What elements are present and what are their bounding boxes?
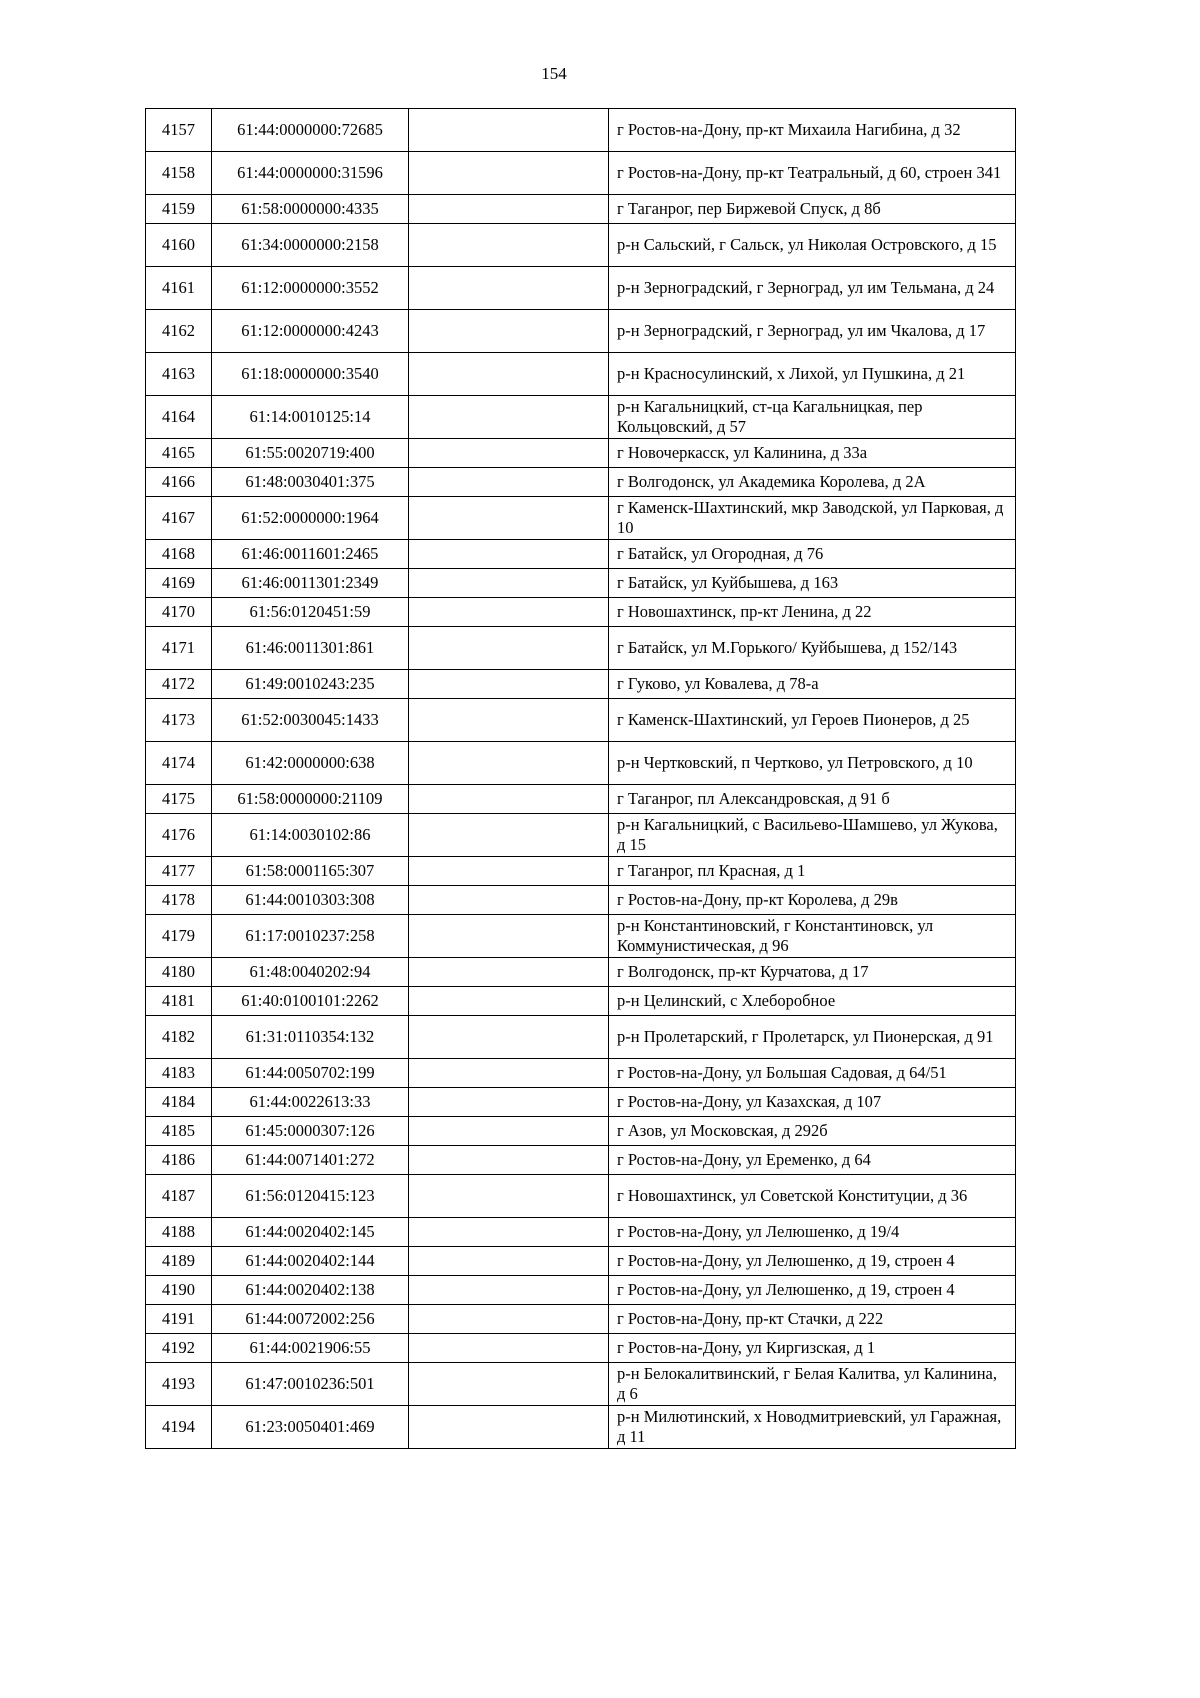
address-cell: г Ростов-на-Дону, ул Киргизская, д 1 [609, 1334, 1016, 1363]
empty-cell [409, 396, 609, 439]
address-cell: р-н Кагальницкий, с Васильево-Шамшево, ул Жукова, д 15 [609, 814, 1016, 857]
empty-cell [409, 152, 609, 195]
empty-cell [409, 627, 609, 670]
table-row [146, 627, 1016, 670]
table-row [146, 785, 1016, 814]
empty-cell [409, 569, 609, 598]
address-cell: г Таганрог, пл Красная, д 1 [609, 857, 1016, 886]
empty-cell [409, 1406, 609, 1449]
row-number-cell: 4177 [146, 857, 212, 886]
address-cell: р-н Сальский, г Сальск, ул Николая Островского, д 15 [609, 224, 1016, 267]
row-number-cell: 4187 [146, 1175, 212, 1218]
table-row [146, 310, 1016, 353]
cadastral-number-cell: 61:44:0072002:256 [212, 1305, 409, 1334]
row-number-cell: 4167 [146, 497, 212, 540]
empty-cell [409, 310, 609, 353]
cadastral-number-cell: 61:55:0020719:400 [212, 439, 409, 468]
address-cell: г Каменск-Шахтинский, ул Героев Пионеров, д 25 [609, 699, 1016, 742]
cadastral-number-cell: 61:48:0040202:94 [212, 958, 409, 987]
row-number-cell: 4190 [146, 1276, 212, 1305]
address-cell: г Ростов-на-Дону, пр-кт Михаила Нагибина, д 32 [609, 109, 1016, 152]
table-row [146, 1146, 1016, 1175]
empty-cell [409, 195, 609, 224]
row-number-cell: 4168 [146, 540, 212, 569]
address-cell: г Ростов-на-Дону, ул Казахская, д 107 [609, 1088, 1016, 1117]
cadastral-number-cell: 61:56:0120415:123 [212, 1175, 409, 1218]
empty-cell [409, 468, 609, 497]
address-cell: г Ростов-на-Дону, ул Еременко, д 64 [609, 1146, 1016, 1175]
table-row [146, 958, 1016, 987]
cadastral-number-cell: 61:44:0000000:31596 [212, 152, 409, 195]
table-row [146, 1276, 1016, 1305]
row-number-cell: 4160 [146, 224, 212, 267]
empty-cell [409, 1276, 609, 1305]
empty-cell [409, 1117, 609, 1146]
cadastral-number-cell: 61:52:0030045:1433 [212, 699, 409, 742]
table-row [146, 987, 1016, 1016]
table-row [146, 742, 1016, 785]
empty-cell [409, 224, 609, 267]
row-number-cell: 4182 [146, 1016, 212, 1059]
address-cell: г Ростов-на-Дону, ул Лелюшенко, д 19, строен 4 [609, 1247, 1016, 1276]
table-row [146, 540, 1016, 569]
address-cell: г Таганрог, пер Биржевой Спуск, д 8б [609, 195, 1016, 224]
row-number-cell: 4165 [146, 439, 212, 468]
address-cell: г Новошахтинск, пр-кт Ленина, д 22 [609, 598, 1016, 627]
address-cell: р-н Константиновский, г Константиновск, ул Коммунистическая, д 96 [609, 915, 1016, 958]
row-number-cell: 4174 [146, 742, 212, 785]
row-number-cell: 4170 [146, 598, 212, 627]
empty-cell [409, 353, 609, 396]
row-number-cell: 4157 [146, 109, 212, 152]
empty-cell [409, 267, 609, 310]
table-row [146, 886, 1016, 915]
table-row [146, 1175, 1016, 1218]
address-cell: г Волгодонск, пр-кт Курчатова, д 17 [609, 958, 1016, 987]
empty-cell [409, 1334, 609, 1363]
address-cell: р-н Зерноградский, г Зерноград, ул им Чкалова, д 17 [609, 310, 1016, 353]
address-cell: г Ростов-на-Дону, пр-кт Королева, д 29в [609, 886, 1016, 915]
table-row [146, 569, 1016, 598]
table-row [146, 814, 1016, 857]
table-row [146, 1016, 1016, 1059]
cadastral-number-cell: 61:48:0030401:375 [212, 468, 409, 497]
empty-cell [409, 1088, 609, 1117]
address-cell: г Ростов-на-Дону, ул Большая Садовая, д 64/51 [609, 1059, 1016, 1088]
cadastral-number-cell: 61:44:0020402:145 [212, 1218, 409, 1247]
empty-cell [409, 1146, 609, 1175]
table-row [146, 1059, 1016, 1088]
row-number-cell: 4179 [146, 915, 212, 958]
address-cell: г Азов, ул Московская, д 292б [609, 1117, 1016, 1146]
address-cell: р-н Целинский, с Хлеборобное [609, 987, 1016, 1016]
row-number-cell: 4188 [146, 1218, 212, 1247]
empty-cell [409, 497, 609, 540]
table-row [146, 1088, 1016, 1117]
table-row [146, 857, 1016, 886]
empty-cell [409, 1363, 609, 1406]
address-cell: г Ростов-на-Дону, ул Лелюшенко, д 19, строен 4 [609, 1276, 1016, 1305]
empty-cell [409, 1175, 609, 1218]
cadastral-number-cell: 61:14:0010125:14 [212, 396, 409, 439]
address-cell: р-н Зерноградский, г Зерноград, ул им Тельмана, д 24 [609, 267, 1016, 310]
table-row [146, 598, 1016, 627]
table-row [146, 1247, 1016, 1276]
cadastral-number-cell: 61:44:0071401:272 [212, 1146, 409, 1175]
table-row [146, 1305, 1016, 1334]
cadastral-number-cell: 61:40:0100101:2262 [212, 987, 409, 1016]
table-row [146, 497, 1016, 540]
address-cell: р-н Красносулинский, х Лихой, ул Пушкина, д 21 [609, 353, 1016, 396]
row-number-cell: 4194 [146, 1406, 212, 1449]
table-row [146, 439, 1016, 468]
table-row [146, 267, 1016, 310]
cadastral-number-cell: 61:52:0000000:1964 [212, 497, 409, 540]
empty-cell [409, 958, 609, 987]
empty-cell [409, 915, 609, 958]
row-number-cell: 4175 [146, 785, 212, 814]
address-cell: г Гуково, ул Ковалева, д 78-а [609, 670, 1016, 699]
empty-cell [409, 1016, 609, 1059]
cadastral-number-cell: 61:46:0011301:861 [212, 627, 409, 670]
address-cell: г Батайск, ул Огородная, д 76 [609, 540, 1016, 569]
row-number-cell: 4163 [146, 353, 212, 396]
registry-table-body [146, 109, 1016, 1449]
table-row [146, 1363, 1016, 1406]
table-row [146, 1117, 1016, 1146]
cadastral-number-cell: 61:49:0010243:235 [212, 670, 409, 699]
row-number-cell: 4162 [146, 310, 212, 353]
address-cell: г Каменск-Шахтинский, мкр Заводской, ул Парковая, д 10 [609, 497, 1016, 540]
empty-cell [409, 886, 609, 915]
row-number-cell: 4189 [146, 1247, 212, 1276]
row-number-cell: 4159 [146, 195, 212, 224]
cadastral-number-cell: 61:44:0050702:199 [212, 1059, 409, 1088]
row-number-cell: 4166 [146, 468, 212, 497]
cadastral-number-cell: 61:44:0022613:33 [212, 1088, 409, 1117]
table-row [146, 1334, 1016, 1363]
cadastral-number-cell: 61:44:0020402:144 [212, 1247, 409, 1276]
row-number-cell: 4158 [146, 152, 212, 195]
table-row [146, 915, 1016, 958]
address-cell: р-н Милютинский, х Новодмитриевский, ул Гаражная, д 11 [609, 1406, 1016, 1449]
row-number-cell: 4164 [146, 396, 212, 439]
cadastral-number-cell: 61:17:0010237:258 [212, 915, 409, 958]
table-row [146, 353, 1016, 396]
cadastral-number-cell: 61:34:0000000:2158 [212, 224, 409, 267]
row-number-cell: 4181 [146, 987, 212, 1016]
empty-cell [409, 785, 609, 814]
table-row [146, 396, 1016, 439]
row-number-cell: 4191 [146, 1305, 212, 1334]
empty-cell [409, 598, 609, 627]
empty-cell [409, 742, 609, 785]
table-row [146, 468, 1016, 497]
address-cell: р-н Пролетарский, г Пролетарск, ул Пионерская, д 91 [609, 1016, 1016, 1059]
row-number-cell: 4176 [146, 814, 212, 857]
cadastral-number-cell: 61:58:0000000:21109 [212, 785, 409, 814]
address-cell: г Ростов-на-Дону, пр-кт Стачки, д 222 [609, 1305, 1016, 1334]
empty-cell [409, 699, 609, 742]
empty-cell [409, 987, 609, 1016]
empty-cell [409, 540, 609, 569]
row-number-cell: 4178 [146, 886, 212, 915]
empty-cell [409, 439, 609, 468]
address-cell: г Волгодонск, ул Академика Королева, д 2А [609, 468, 1016, 497]
cadastral-number-cell: 61:58:0001165:307 [212, 857, 409, 886]
table-row [146, 670, 1016, 699]
cadastral-number-cell: 61:12:0000000:4243 [212, 310, 409, 353]
address-cell: г Таганрог, пл Александровская, д 91 б [609, 785, 1016, 814]
table-row [146, 109, 1016, 152]
cadastral-number-cell: 61:45:0000307:126 [212, 1117, 409, 1146]
cadastral-number-cell: 61:47:0010236:501 [212, 1363, 409, 1406]
registry-table [145, 108, 1016, 1449]
table-row [146, 152, 1016, 195]
cadastral-number-cell: 61:46:0011301:2349 [212, 569, 409, 598]
address-cell: р-н Чертковский, п Чертково, ул Петровского, д 10 [609, 742, 1016, 785]
empty-cell [409, 1247, 609, 1276]
row-number-cell: 4173 [146, 699, 212, 742]
empty-cell [409, 814, 609, 857]
cadastral-number-cell: 61:44:0010303:308 [212, 886, 409, 915]
cadastral-number-cell: 61:58:0000000:4335 [212, 195, 409, 224]
cadastral-number-cell: 61:56:0120451:59 [212, 598, 409, 627]
row-number-cell: 4169 [146, 569, 212, 598]
row-number-cell: 4161 [146, 267, 212, 310]
row-number-cell: 4185 [146, 1117, 212, 1146]
empty-cell [409, 1305, 609, 1334]
table-row [146, 195, 1016, 224]
address-cell: р-н Кагальницкий, ст-ца Кагальницкая, пер Кольцовский, д 57 [609, 396, 1016, 439]
address-cell: г Новошахтинск, ул Советской Конституции, д 36 [609, 1175, 1016, 1218]
empty-cell [409, 109, 609, 152]
table-row [146, 699, 1016, 742]
address-cell: г Батайск, ул Куйбышева, д 163 [609, 569, 1016, 598]
address-cell: р-н Белокалитвинский, г Белая Калитва, ул Калинина, д 6 [609, 1363, 1016, 1406]
empty-cell [409, 1059, 609, 1088]
cadastral-number-cell: 61:42:0000000:638 [212, 742, 409, 785]
row-number-cell: 4183 [146, 1059, 212, 1088]
cadastral-number-cell: 61:44:0000000:72685 [212, 109, 409, 152]
row-number-cell: 4186 [146, 1146, 212, 1175]
cadastral-number-cell: 61:23:0050401:469 [212, 1406, 409, 1449]
row-number-cell: 4192 [146, 1334, 212, 1363]
page-number: 154 [541, 64, 567, 83]
empty-cell [409, 670, 609, 699]
address-cell: г Ростов-на-Дону, ул Лелюшенко, д 19/4 [609, 1218, 1016, 1247]
address-cell: г Батайск, ул М.Горького/ Куйбышева, д 152/143 [609, 627, 1016, 670]
table-row [146, 1406, 1016, 1449]
cadastral-number-cell: 61:18:0000000:3540 [212, 353, 409, 396]
cadastral-number-cell: 61:14:0030102:86 [212, 814, 409, 857]
cadastral-number-cell: 61:31:0110354:132 [212, 1016, 409, 1059]
row-number-cell: 4171 [146, 627, 212, 670]
address-cell: г Новочеркасск, ул Калинина, д 33а [609, 439, 1016, 468]
row-number-cell: 4180 [146, 958, 212, 987]
row-number-cell: 4184 [146, 1088, 212, 1117]
cadastral-number-cell: 61:44:0020402:138 [212, 1276, 409, 1305]
row-number-cell: 4193 [146, 1363, 212, 1406]
address-cell: г Ростов-на-Дону, пр-кт Театральный, д 60, строен 341 [609, 152, 1016, 195]
table-row [146, 1218, 1016, 1247]
table-row [146, 224, 1016, 267]
row-number-cell: 4172 [146, 670, 212, 699]
empty-cell [409, 1218, 609, 1247]
cadastral-number-cell: 61:44:0021906:55 [212, 1334, 409, 1363]
empty-cell [409, 857, 609, 886]
cadastral-number-cell: 61:46:0011601:2465 [212, 540, 409, 569]
cadastral-number-cell: 61:12:0000000:3552 [212, 267, 409, 310]
